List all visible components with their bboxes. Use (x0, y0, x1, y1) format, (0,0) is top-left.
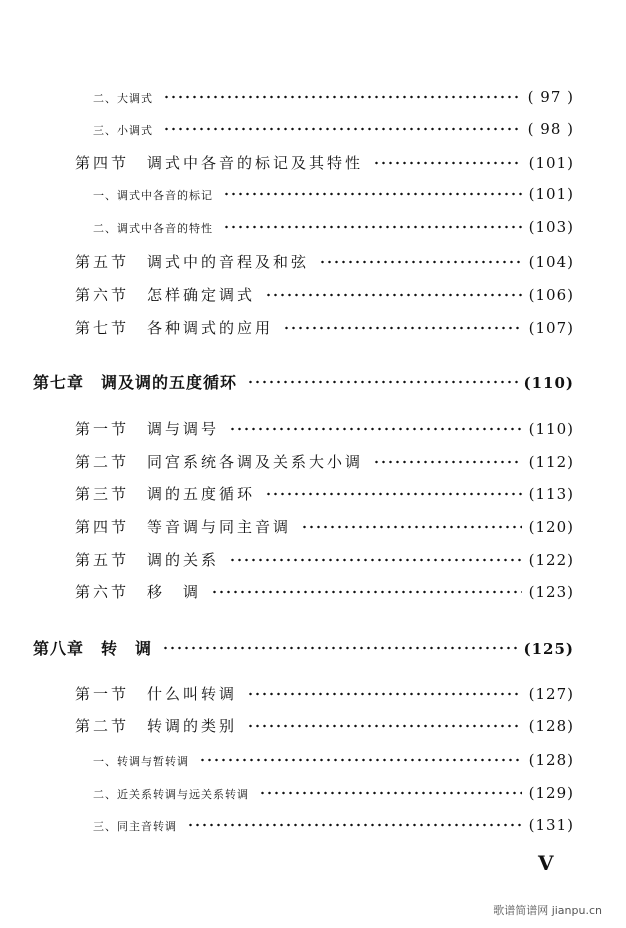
toc-subsection-entry (93, 816, 574, 834)
toc-entry-page-number: (128) (528, 751, 574, 769)
toc-chapter-entry (33, 636, 574, 659)
toc-section-entry (75, 418, 574, 439)
toc-entry-page-number: (110) (523, 374, 574, 392)
toc-subsection-entry (93, 185, 574, 203)
dot-leader (319, 260, 522, 264)
dot-leader (373, 460, 522, 464)
toc-entry-page-number: (113) (528, 485, 574, 503)
dot-leader (247, 724, 522, 728)
toc-entry-label: 第五节 调的关系 (75, 551, 220, 569)
watermark: 歌谱简谱网 jianpu.cn (493, 904, 602, 917)
dot-leader (265, 492, 522, 496)
toc-entry-label: 第三节 调的五度循环 (75, 485, 256, 503)
toc-entry-page-number: (123) (528, 583, 574, 601)
toc-entry-page-number: (131) (528, 816, 574, 834)
toc-entry-label: 第六节 怎样确定调式 (75, 286, 256, 304)
toc-entry-label: 第五节 调式中的音程及和弦 (75, 253, 310, 271)
toc-entry-label: 第四节 调式中各音的标记及其特性 (75, 154, 364, 172)
dot-leader (199, 758, 522, 762)
toc-entry-page-number: (125) (523, 640, 574, 658)
dot-leader (163, 95, 522, 99)
toc-entry-page-number: (128) (528, 717, 574, 735)
dot-leader (163, 127, 522, 131)
dot-leader (223, 192, 522, 196)
toc-entry-label: 二、调式中各音的特性 (93, 222, 213, 235)
toc-entry-page-number: (106) (528, 286, 574, 304)
dot-leader (247, 692, 522, 696)
toc-entry-page-number: ( 98 ) (527, 120, 574, 138)
dot-leader (259, 791, 522, 795)
toc-entry-label: 第二节 同宫系统各调及关系大小调 (75, 453, 364, 471)
toc-section-entry (75, 152, 574, 173)
dot-leader (229, 558, 522, 562)
toc-entry-label: 一、转调与暂转调 (93, 755, 189, 768)
toc-entry-page-number: (120) (528, 518, 574, 536)
toc-entry-page-number: (122) (528, 551, 574, 569)
toc-section-entry (75, 549, 574, 570)
dot-leader (283, 326, 522, 330)
toc-entry-label: 第一节 什么叫转调 (75, 685, 238, 703)
toc-section-entry (75, 317, 574, 338)
toc-section-entry (75, 715, 574, 736)
toc-entry-page-number: ( 97 ) (527, 88, 574, 106)
toc-entry-label: 第四节 等音调与同主音调 (75, 518, 292, 536)
toc-entry-page-number: (101) (528, 154, 574, 172)
toc-entry-label: 第一节 调与调号 (75, 420, 220, 438)
toc-entry-page-number: (103) (528, 218, 574, 236)
toc-entry-label: 第二节 转调的类别 (75, 717, 238, 735)
toc-section-entry (75, 451, 574, 472)
dot-leader (373, 161, 522, 165)
dot-leader (187, 823, 522, 827)
toc-entry-label: 一、调式中各音的标记 (93, 189, 213, 202)
toc-section-entry (75, 683, 574, 704)
toc-entry-page-number: (129) (528, 784, 574, 802)
dot-leader (211, 590, 522, 594)
toc-entry-page-number: (112) (528, 453, 574, 471)
toc-subsection-entry (93, 751, 574, 769)
toc-entry-label: 第六节 移 调 (75, 583, 202, 601)
toc-entry-label: 第七章 调及调的五度循环 (33, 373, 238, 392)
dot-leader (247, 380, 519, 384)
toc-entry-page-number: (127) (528, 685, 574, 703)
toc-section-entry (75, 516, 574, 537)
toc-chapter-entry (33, 370, 574, 393)
toc-subsection-entry (93, 784, 574, 802)
toc-section-entry (75, 483, 574, 504)
toc-entry-page-number: (107) (528, 319, 574, 337)
toc-entry-label: 二、近关系转调与远关系转调 (93, 788, 249, 801)
page-folio: V (538, 851, 554, 875)
toc-entry-label: 第七节 各种调式的应用 (75, 319, 274, 337)
toc-subsection-entry (93, 218, 574, 236)
toc-entry-label: 第八章 转 调 (33, 639, 153, 658)
toc-section-entry (75, 251, 574, 272)
dot-leader (223, 225, 522, 229)
toc-entry-page-number: (110) (528, 420, 574, 438)
toc-section-entry (75, 581, 574, 602)
toc-entry-label: 三、同主音转调 (93, 820, 177, 833)
toc-entry-page-number: (104) (528, 253, 574, 271)
toc-section-entry (75, 284, 574, 305)
dot-leader (162, 646, 519, 650)
dot-leader (301, 525, 522, 529)
dot-leader (229, 427, 522, 431)
toc-subsection-entry (93, 120, 574, 138)
toc-subsection-entry (93, 88, 574, 106)
toc-entry-label: 三、小调式 (93, 124, 153, 137)
dot-leader (265, 293, 522, 297)
toc-entry-label: 二、大调式 (93, 92, 153, 105)
toc-entry-page-number: (101) (528, 185, 574, 203)
